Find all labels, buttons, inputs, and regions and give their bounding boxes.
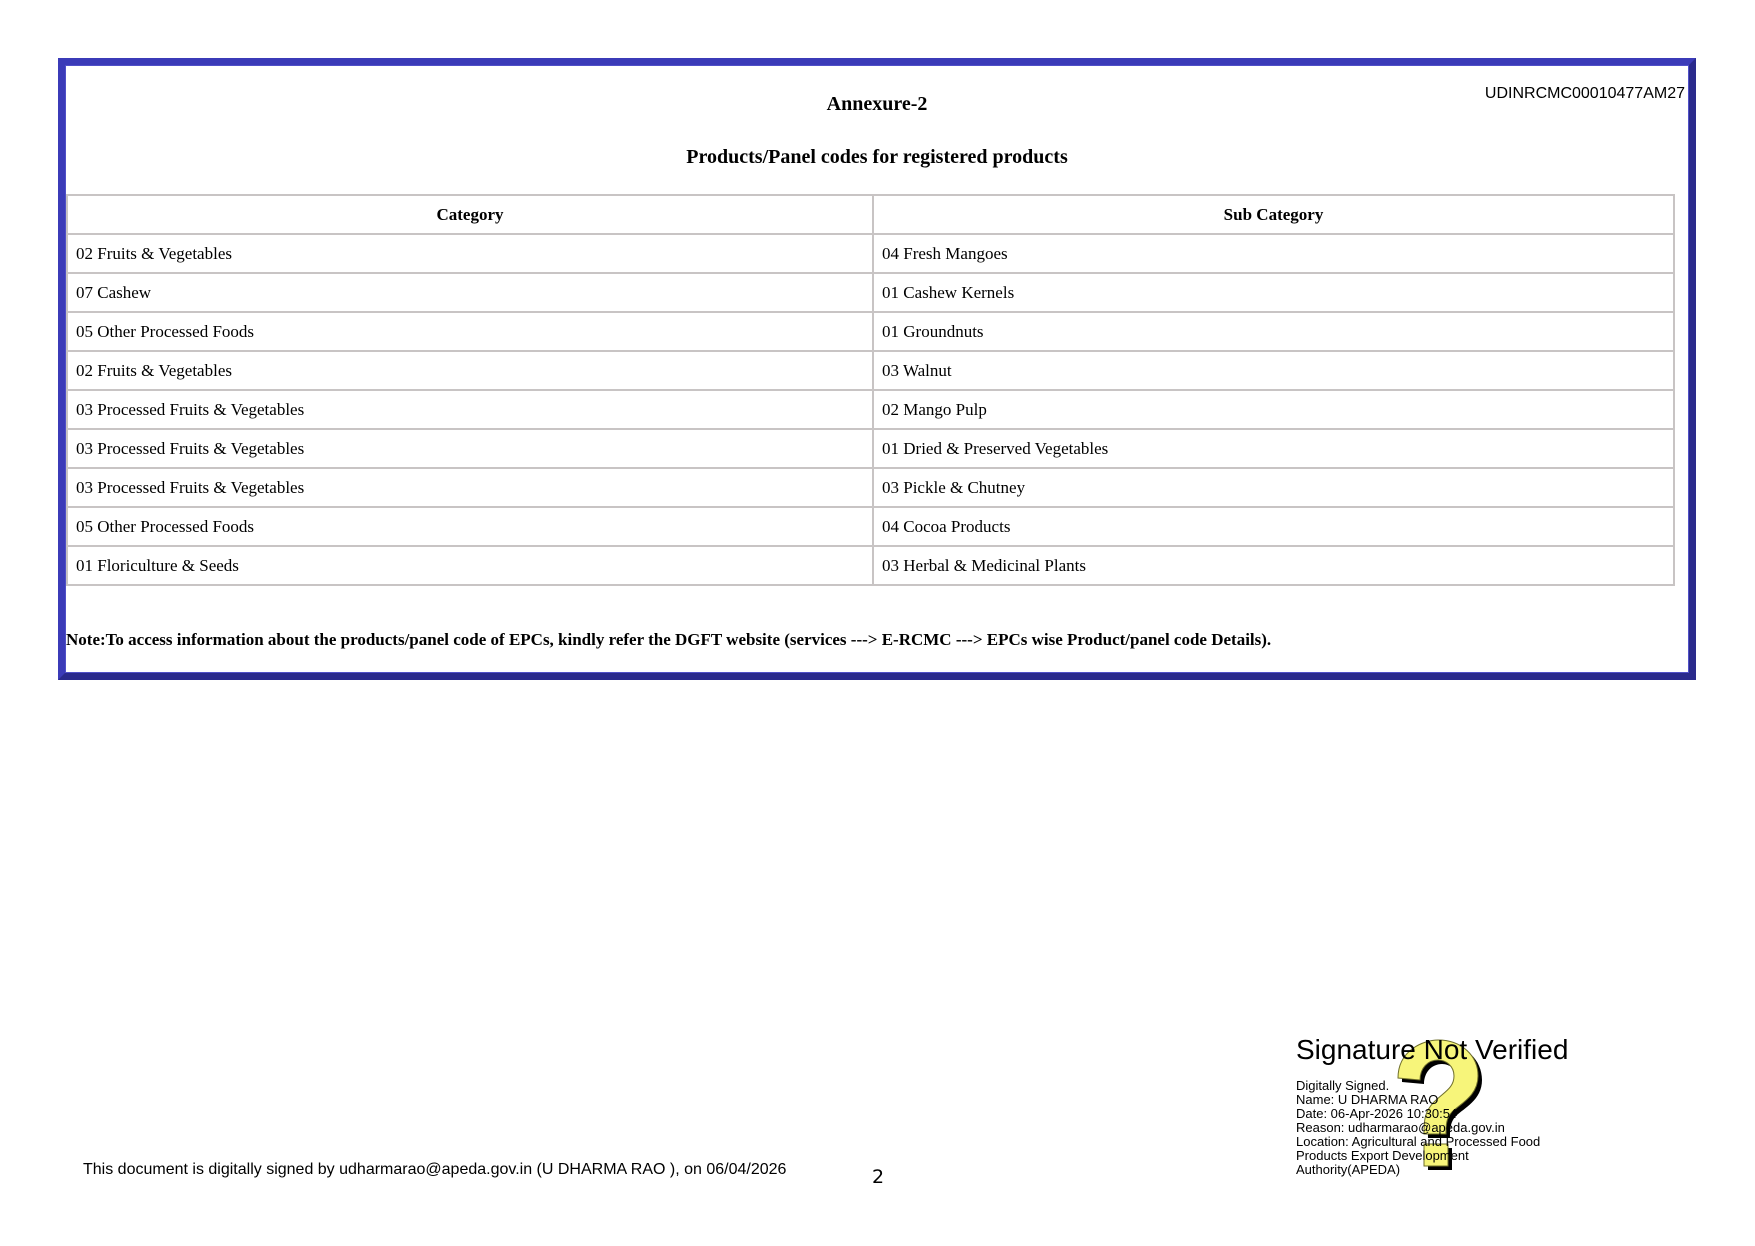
table-row	[67, 429, 1674, 468]
category-cell: 03 Processed Fruits & Vegetables	[67, 390, 873, 429]
sub-category-cell: 01 Cashew Kernels	[873, 273, 1674, 312]
digital-signature-statement: This document is digitally signed by udharmarao@apeda.gov.in (U DHARMA RAO ), on 06/04/2026	[83, 1161, 787, 1178]
dgft-note: Note:To access information about the products/panel code of EPCs, kindly refer the DGFT website (services ---> E-RCMC ---> EPCs wise Product/panel code Details).	[66, 630, 1272, 649]
product-codes-table	[66, 194, 1675, 586]
page-number: 2	[872, 1166, 885, 1188]
column-header-sub-category: Sub Category	[873, 195, 1674, 234]
category-cell: 03 Processed Fruits & Vegetables	[67, 429, 873, 468]
table-row	[67, 273, 1674, 312]
sub-category-cell: 03 Pickle & Chutney	[873, 468, 1674, 507]
page-title: Annexure-2	[826, 93, 928, 115]
sub-category-cell: 03 Walnut	[873, 351, 1674, 390]
sub-category-cell: 04 Cocoa Products	[873, 507, 1674, 546]
signature-line-reason: Reason: udharmarao@apeda.gov.in	[1296, 1120, 1505, 1135]
signature-status: Signature Not Verified	[1296, 1034, 1569, 1065]
table-header-row	[67, 195, 1674, 234]
signature-line-location-cont: Products Export Development	[1296, 1148, 1469, 1163]
category-cell: 05 Other Processed Foods	[67, 507, 873, 546]
category-cell: 07 Cashew	[67, 273, 873, 312]
udin-code: UDINRCMC00010477AM27	[1484, 85, 1685, 102]
category-cell: 02 Fruits & Vegetables	[67, 234, 873, 273]
sub-category-cell: 04 Fresh Mangoes	[873, 234, 1674, 273]
signature-line-signed: Digitally Signed.	[1296, 1078, 1390, 1093]
category-cell: 05 Other Processed Foods	[67, 312, 873, 351]
sub-category-cell: 03 Herbal & Medicinal Plants	[873, 546, 1674, 585]
signature-line-date: Date: 06-Apr-2026 10:30:54	[1296, 1106, 1458, 1121]
sub-category-cell: 01 Groundnuts	[873, 312, 1674, 351]
page-subtitle: Products/Panel codes for registered products	[686, 146, 1068, 168]
signature-line-location-cont2: Authority(APEDA)	[1296, 1162, 1401, 1177]
category-cell: 03 Processed Fruits & Vegetables	[67, 468, 873, 507]
table-row	[67, 234, 1674, 273]
table-row	[67, 468, 1674, 507]
signature-block	[1296, 1034, 1616, 1184]
table-row	[67, 312, 1674, 351]
category-cell: 02 Fruits & Vegetables	[67, 351, 873, 390]
signature-details	[1296, 1079, 1616, 1177]
sub-category-cell: 01 Dried & Preserved Vegetables	[873, 429, 1674, 468]
category-cell: 01 Floriculture & Seeds	[67, 546, 873, 585]
annexure-frame	[58, 58, 1696, 680]
signature-line-name: Name: U DHARMA RAO	[1296, 1092, 1439, 1107]
sub-category-cell: 02 Mango Pulp	[873, 390, 1674, 429]
table-row	[67, 507, 1674, 546]
signature-line-location: Location: Agricultural and Processed Food	[1296, 1134, 1541, 1149]
column-header-category: Category	[67, 195, 873, 234]
table-row	[67, 390, 1674, 429]
table-row	[67, 546, 1674, 585]
table-row	[67, 351, 1674, 390]
